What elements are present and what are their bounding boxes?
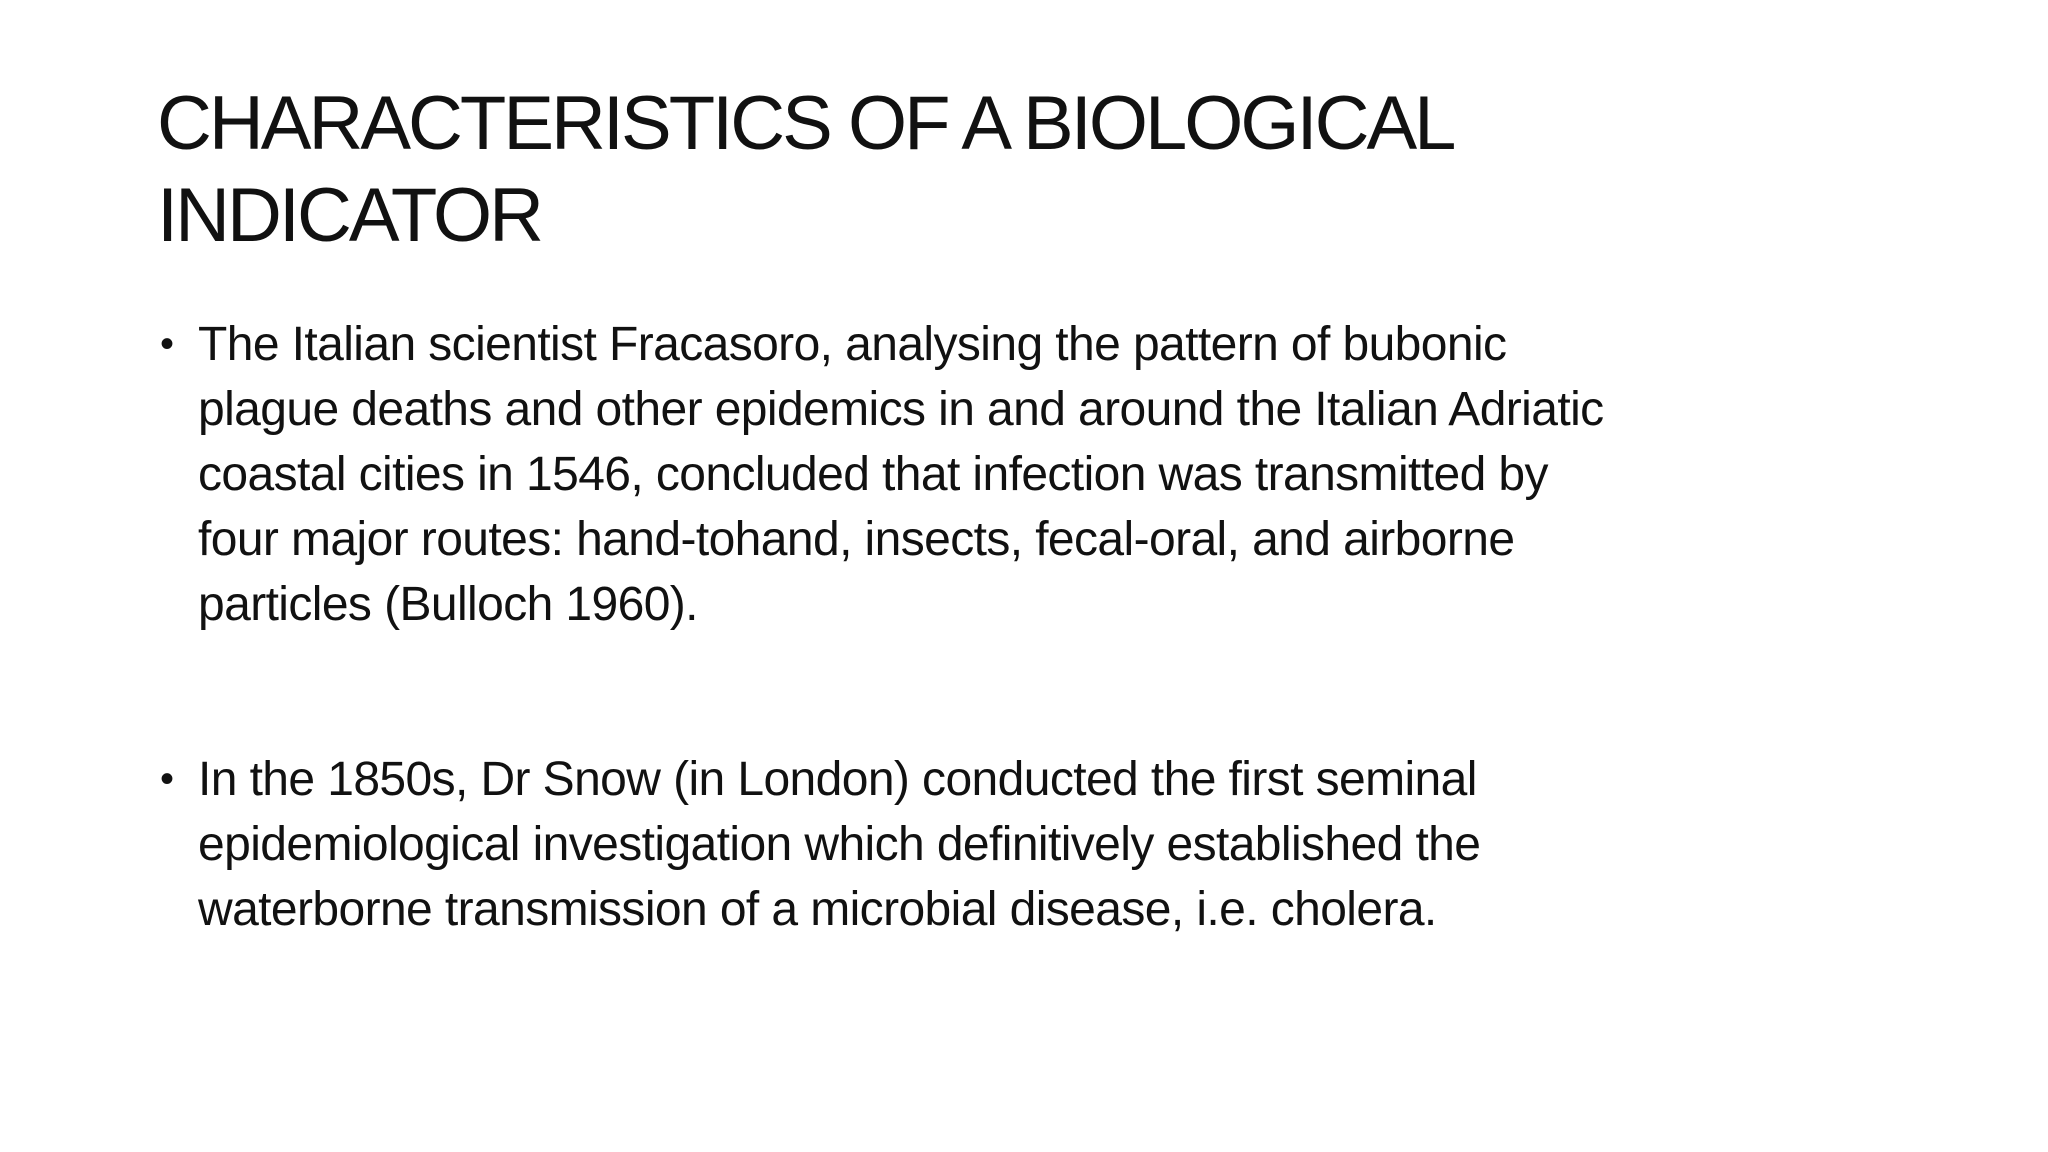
bullet-list — [160, 312, 1920, 942]
bullet-item-fracasoro — [160, 312, 1920, 637]
bullet-dot-icon: • — [160, 757, 174, 801]
bullet-text-line: In the 1850s, Dr Snow (in London) conducted the first seminal — [198, 753, 1477, 806]
bullet-text-line: epidemiological investigation which definitively established the — [198, 818, 1481, 871]
bullet-text-line: The Italian scientist Fracasoro, analysing the pattern of bubonic — [198, 318, 1507, 371]
bullet-dot-icon: • — [160, 322, 174, 366]
bullet-text-line: particles (Bulloch 1960). — [198, 578, 698, 631]
slide-title — [157, 78, 1657, 262]
bullet-item-snow — [160, 747, 1920, 942]
bullet-text — [198, 312, 1920, 637]
slide-title-line: CHARACTERISTICS OF A BIOLOGICAL — [157, 81, 1454, 166]
slide-title-line: INDICATOR — [157, 173, 541, 258]
bullet-text — [198, 747, 1920, 942]
bullet-text-line: coastal cities in 1546, concluded that infection was transmitted by — [198, 448, 1548, 501]
bullet-text-line: four major routes: hand-tohand, insects, fecal-oral, and airborne — [198, 513, 1515, 566]
bullet-text-line: waterborne transmission of a microbial disease, i.e. cholera. — [198, 883, 1437, 936]
bullet-text-line: plague deaths and other epidemics in and around the Italian Adriatic — [198, 383, 1604, 436]
